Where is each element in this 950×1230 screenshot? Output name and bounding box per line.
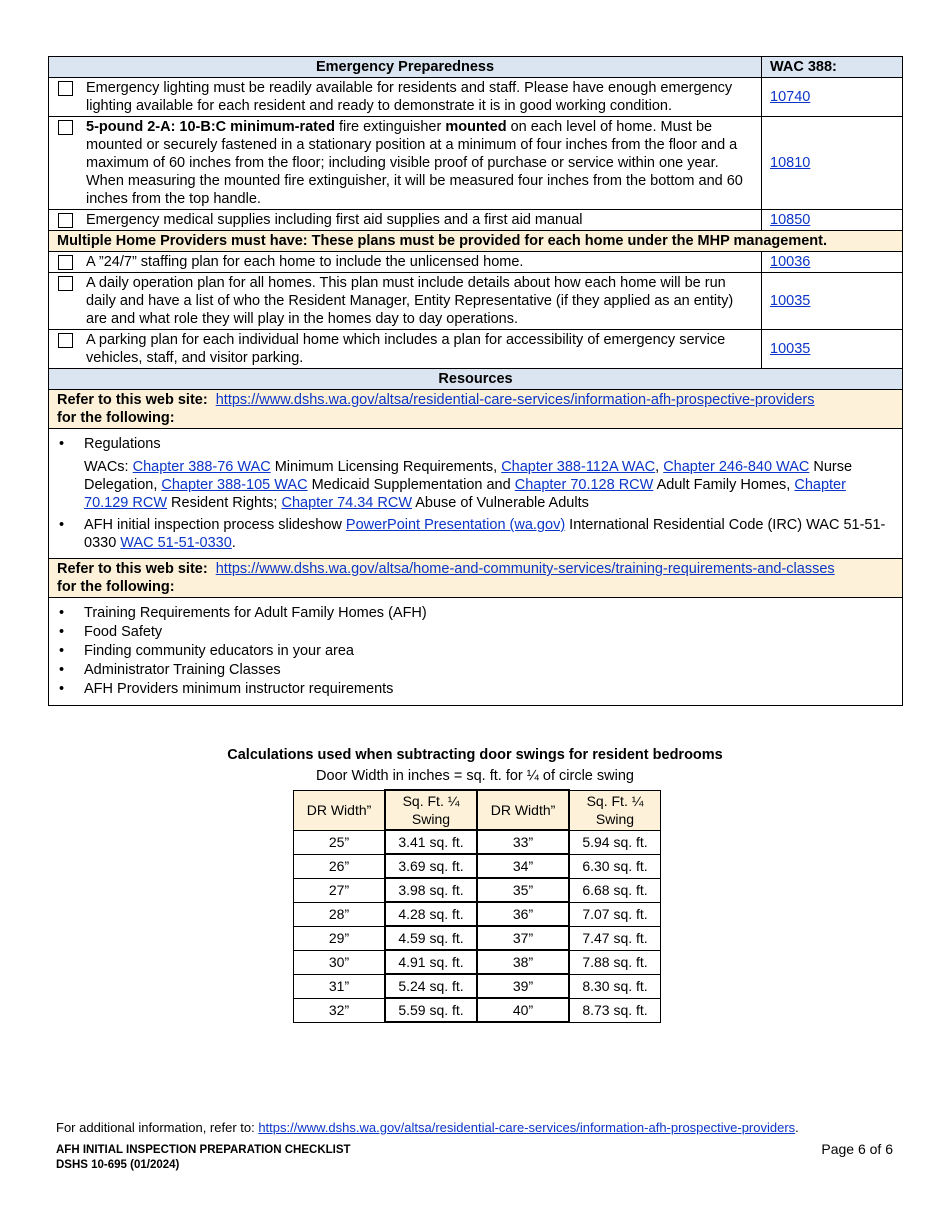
door-header-width-1: DR Width” bbox=[294, 790, 386, 830]
door-header-sqft-1: Sq. Ft. ¼ Swing bbox=[385, 790, 477, 830]
list-item: • Training Requirements for Adult Family Homes (AFH) bbox=[57, 604, 894, 623]
training-cell bbox=[49, 598, 903, 706]
checkbox-parking-plan[interactable] bbox=[58, 333, 73, 348]
refer-row-1 bbox=[49, 390, 903, 429]
table-row: 29” 4.59 sq. ft. 37” 7.47 sq. ft. bbox=[294, 926, 661, 950]
table-row: 30” 4.91 sq. ft. 38” 7.88 sq. ft. bbox=[294, 950, 661, 974]
rcw-70-128-link[interactable]: Chapter 70.128 RCW bbox=[514, 477, 654, 493]
emergency-header: Emergency Preparedness bbox=[49, 57, 762, 78]
table-row: 31” 5.24 sq. ft. 39” 8.30 sq. ft. bbox=[294, 974, 661, 998]
training-requirements-link[interactable]: https://www.dshs.wa.gov/altsa/home-and-community-services/training-requirements-and-classes bbox=[215, 561, 835, 577]
wac-link-10740[interactable]: 10740 bbox=[770, 89, 811, 105]
door-calc-subtitle: Door Width in inches = sq. ft. for ¼ of circle swing bbox=[316, 768, 634, 784]
form-title: AFH INITIAL INSPECTION PREPARATION CHECKLIST bbox=[56, 1144, 351, 1156]
wac-246-840-link[interactable]: Chapter 246-840 WAC bbox=[663, 459, 810, 475]
daily-operation-text: A daily operation plan for all homes. This plan must include details about how each home will be run daily and have a list of who the Resident Manager, Entity Representative (if they applied as an entity) are and what role they will play in the homes day to day operations. bbox=[86, 275, 734, 327]
footer-info-link[interactable]: https://www.dshs.wa.gov/altsa/residential-care-services/information-afh-prospective-providers bbox=[258, 1120, 796, 1135]
wac-link-10850[interactable]: 10850 bbox=[770, 212, 811, 228]
list-item: • Finding community educators in your area bbox=[57, 642, 894, 661]
form-number: DSHS 10-695 (01/2024) bbox=[56, 1159, 180, 1171]
parking-plan-text: A parking plan for each individual home which includes a plan for accessibility of emergency service vehicles, staff, and visitor parking. bbox=[86, 332, 726, 366]
wac-388-76-link[interactable]: Chapter 388-76 WAC bbox=[132, 459, 271, 475]
list-item: • Food Safety bbox=[57, 623, 894, 642]
table-row: 27” 3.98 sq. ft. 35” 6.68 sq. ft. bbox=[294, 878, 661, 902]
door-header-width-2: DR Width” bbox=[477, 790, 569, 830]
mhp-header: Multiple Home Providers must have: These plans must be provided for each home under the MHP management. bbox=[49, 231, 903, 252]
afh-slideshow-bullet: • AFH initial inspection process slideshow PowerPoint Presentation (wa.gov) International Residential Code (IRC) WAC 51-51-0330 WAC 51-51-0330. bbox=[57, 516, 894, 552]
wac-388-105-link[interactable]: Chapter 388-105 WAC bbox=[161, 477, 308, 493]
door-swing-table bbox=[293, 789, 661, 1023]
refer-label-2: Refer to this web site: bbox=[57, 561, 208, 577]
wac-header: WAC 388: bbox=[762, 57, 903, 78]
regulations-cell bbox=[49, 429, 903, 559]
table-row: 32” 5.59 sq. ft. 40” 8.73 sq. ft. bbox=[294, 998, 661, 1022]
resources-header: Resources bbox=[49, 369, 903, 390]
wac-link-10035-b[interactable]: 10035 bbox=[770, 341, 811, 357]
wac-388-112a-link[interactable]: Chapter 388-112A WAC bbox=[501, 459, 656, 475]
checkbox-fire-extinguisher[interactable] bbox=[58, 120, 73, 135]
refer-suffix-2: for the following: bbox=[57, 579, 175, 595]
checkbox-medical-supplies[interactable] bbox=[58, 213, 73, 228]
list-item: • Administrator Training Classes bbox=[57, 661, 894, 680]
fire-extinguisher-text: 5-pound 2-A: 10-B:C minimum-rated fire extinguisher mounted on each level of home. Must be mounted or securely fastened in a stationary position at a minimum of four inches from the floor and a maximum of 60 inches from the floor; including visible proof of purchase or service within one year. When measuring the mounted fire extinguisher, it will be measured four inches from the bottom and 60 inches from the top handle. bbox=[86, 119, 743, 207]
refer-row-2 bbox=[49, 559, 903, 598]
checkbox-staffing-plan[interactable] bbox=[58, 255, 73, 270]
staffing-plan-text: A ”24/7” staffing plan for each home to include the unlicensed home. bbox=[86, 254, 524, 270]
powerpoint-link[interactable]: PowerPoint Presentation (wa.gov) bbox=[345, 517, 566, 533]
afh-providers-link[interactable]: https://www.dshs.wa.gov/altsa/residential-care-services/information-afh-prospective-providers bbox=[215, 392, 815, 408]
wacs-paragraph: WACs: Chapter 388-76 WAC Minimum Licensing Requirements, Chapter 388-112A WAC, Chapter 246-840 WAC Nurse Delegation, Chapter 388-105 WAC Medicaid Supplementation and Chapter 70.128 RCW Adult Family Homes, Chapter 70.129 RCW Resident Rights; Chapter 74.34 RCW Abuse of Vulnerable Adults bbox=[84, 459, 853, 511]
rcw-74-34-link[interactable]: Chapter 74.34 RCW bbox=[281, 495, 413, 511]
checklist-table bbox=[48, 56, 903, 706]
checkbox-daily-operation-plan[interactable] bbox=[58, 276, 73, 291]
table-row: 26” 3.69 sq. ft. 34” 6.30 sq. ft. bbox=[294, 854, 661, 878]
refer-label-1: Refer to this web site: bbox=[57, 392, 208, 408]
rcw-70-129-link[interactable]: Chapter 70.129 RCW bbox=[84, 477, 846, 511]
regulations-bullet: • Regulations bbox=[57, 435, 894, 453]
additional-info: For additional information, refer to: https://www.dshs.wa.gov/altsa/residential-care-services/information-afh-prospective-providers. bbox=[56, 1120, 799, 1135]
wac-link-10036[interactable]: 10036 bbox=[770, 254, 811, 270]
refer-suffix-1: for the following: bbox=[57, 410, 175, 426]
door-header-sqft-2: Sq. Ft. ¼ Swing bbox=[569, 790, 661, 830]
page-number: Page 6 of 6 bbox=[821, 1141, 893, 1157]
list-item: • AFH Providers minimum instructor requirements bbox=[57, 680, 894, 699]
door-calc-title: Calculations used when subtracting door swings for resident bedrooms bbox=[227, 747, 723, 763]
table-row: 25” 3.41 sq. ft. 33” 5.94 sq. ft. bbox=[294, 830, 661, 854]
wac-link-10035-a[interactable]: 10035 bbox=[770, 293, 811, 309]
medical-supplies-text: Emergency medical supplies including first aid supplies and a first aid manual bbox=[86, 212, 583, 228]
table-row: 28” 4.28 sq. ft. 36” 7.07 sq. ft. bbox=[294, 902, 661, 926]
emergency-lighting-text: Emergency lighting must be readily available for residents and staff. Please have enough emergency lighting available for each resident and ready to demonstrate it is in good working condition. bbox=[86, 80, 733, 114]
checkbox-emergency-lighting[interactable] bbox=[58, 81, 73, 96]
wac-link-10810[interactable]: 10810 bbox=[770, 155, 811, 171]
wac-51-51-0330-link[interactable]: WAC 51-51-0330 bbox=[120, 535, 232, 551]
